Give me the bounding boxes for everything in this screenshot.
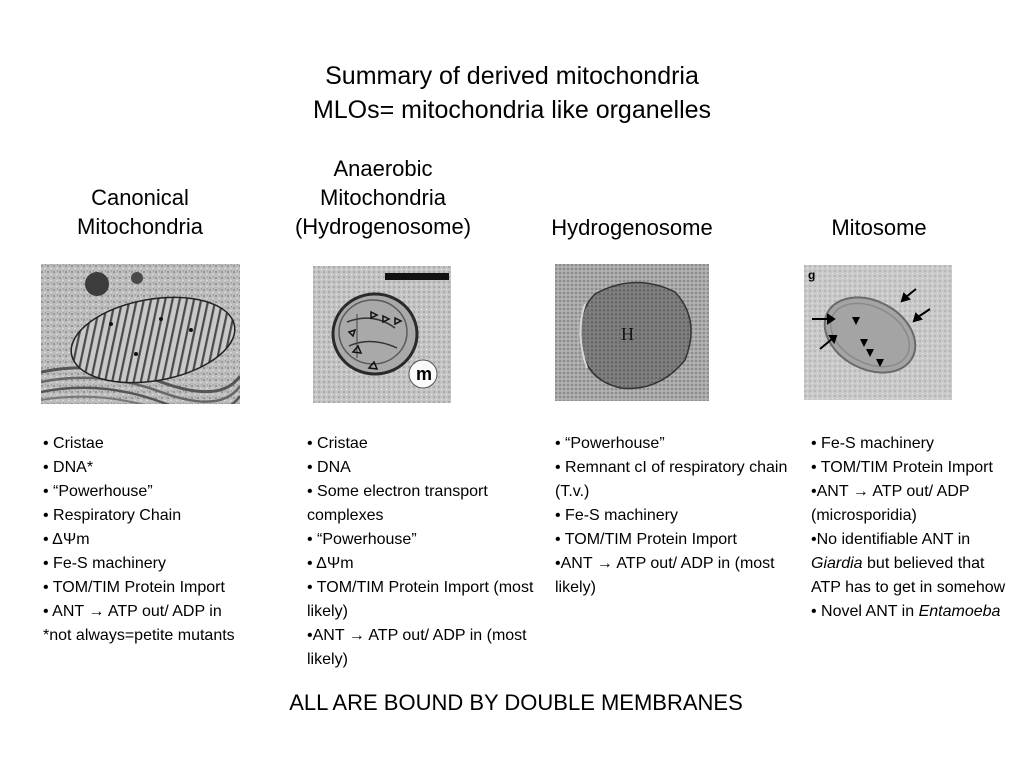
list-item: • Fe-S machinery [811,435,934,452]
list-item: • ΔΨm [307,555,354,572]
footer-statement: ALL ARE BOUND BY DOUBLE MEMBRANES [289,690,743,715]
giardia-genus: Giardia [811,555,863,572]
hydrogenosome-features-list [555,432,800,600]
title-line-2: MLOs= mitochondria like organelles [312,96,712,124]
list-item: • Fe-S machinery [555,507,678,524]
mitosome-features-list [811,432,1016,624]
list-item: • “Powerhouse” [555,435,665,452]
hydrogenosome-micrograph [555,264,709,401]
heading-hydrogenosome: Hydrogenosome [551,215,713,240]
list-item: • TOM/TIM Protein Import [43,579,225,596]
list-item: • Remnant cI of respiratory chain (T.v.) [555,459,788,500]
mitosome-micrograph [804,265,952,400]
anaerobic-features-list [307,432,537,672]
m-label: m [416,364,433,384]
list-item: •ANT → ATP out/ ADP (microsporidia) [811,483,970,524]
list-item: • Cristae [43,435,104,452]
list-item: •No identifiable ANT in Giardia but believed that ATP has to get in somehow [811,531,1006,596]
list-item: • Cristae [307,435,368,452]
list-item: • “Powerhouse” [307,531,417,548]
canonical-mitochondrion-micrograph [41,264,240,404]
list-item: •ANT → ATP out/ ADP in (most likely) [555,555,775,596]
list-item: • ANT → ATP out/ ADP in [43,603,222,620]
list-item: • DNA* [43,459,94,476]
list-item: • Respiratory Chain [43,507,182,524]
entamoeba-genus: Entamoeba [918,603,1001,620]
heading-canonical-mitochondria: Canonical Mitochondria [77,185,203,239]
list-item: •ANT → ATP out/ ADP in (most likely) [307,627,527,668]
canonical-features-list [43,432,293,648]
heading-mitosome: Mitosome [831,215,927,240]
g-panel-label: g [808,268,816,282]
anaerobic-mitochondrion-micrograph [313,266,451,403]
list-item: • TOM/TIM Protein Import (most likely) [307,579,534,620]
list-item: • ΔΨm [43,531,90,548]
list-item: • TOM/TIM Protein Import [555,531,737,548]
h-label: H [621,324,634,344]
list-item: • Novel ANT in Entamoeba [811,603,1001,620]
footnote: *not always=petite mutants [43,627,235,644]
list-item: • DNA [307,459,351,476]
slide-title [0,59,1024,127]
list-item: • Some electron transport complexes [307,483,488,524]
list-item: • TOM/TIM Protein Import [811,459,993,476]
heading-anaerobic-mitochondria: Anaerobic Mitochondria (Hydrogenosome) [294,156,472,239]
list-item: • “Powerhouse” [43,483,153,500]
list-item: • Fe-S machinery [43,555,166,572]
title-line-1: Summary of derived mitochondria [325,62,699,90]
